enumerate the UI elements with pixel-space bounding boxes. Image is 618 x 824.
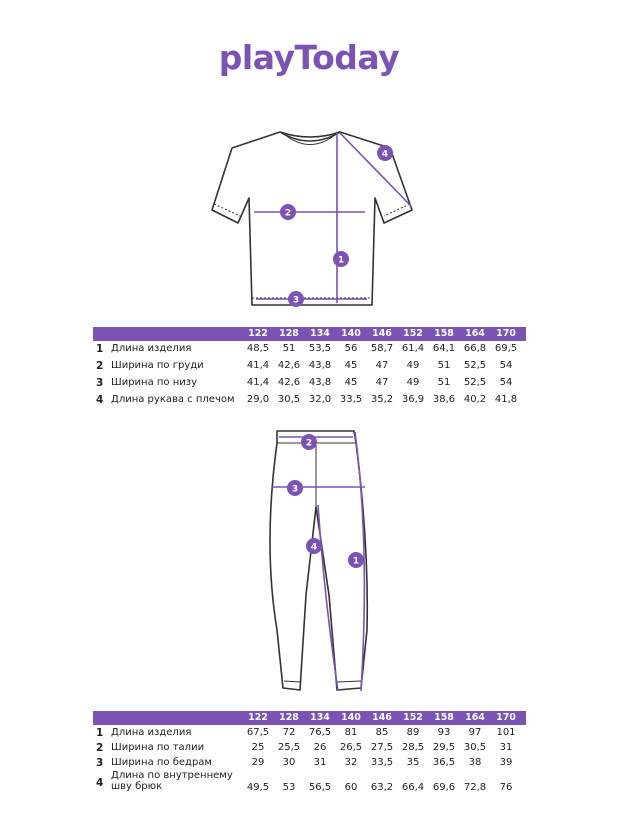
row-label: Ширина по груди (111, 360, 204, 371)
cell: 52,5 (463, 360, 487, 371)
size-col: 140 (341, 712, 361, 723)
tshirt-table-header (93, 327, 526, 341)
cell: 53,5 (308, 343, 332, 354)
cell: 63,2 (370, 782, 394, 793)
table-row (93, 341, 526, 358)
cell: 67,5 (246, 727, 270, 738)
table-row (93, 740, 526, 755)
cell: 52,5 (463, 377, 487, 388)
cell: 51 (437, 360, 451, 371)
cell: 29 (251, 757, 265, 768)
row-number: 4 (96, 394, 104, 406)
row-label: Ширина по талии (111, 742, 205, 753)
cell: 28,5 (401, 742, 425, 753)
cell: 76,5 (308, 727, 332, 738)
size-col: 140 (341, 328, 361, 339)
pants-markers (287, 434, 364, 568)
cell: 45 (344, 360, 358, 371)
cell: 76 (499, 782, 513, 793)
cell: 97 (468, 727, 482, 738)
cell: 54 (499, 377, 513, 388)
cell: 38,6 (432, 394, 456, 405)
cell: 43,8 (308, 377, 332, 388)
row-label: Ширина по бедрам (111, 757, 212, 768)
brand-logo: playToday (218, 38, 400, 77)
cell: 41,8 (494, 394, 518, 405)
cell: 45 (344, 377, 358, 388)
cell: 38 (468, 757, 482, 768)
cell: 30,5 (277, 394, 301, 405)
size-col: 158 (434, 712, 454, 723)
cell: 36,9 (401, 394, 425, 405)
row-number: 1 (96, 343, 104, 355)
cell: 29,5 (432, 742, 456, 753)
size-col: 122 (248, 328, 268, 339)
table-row (93, 755, 526, 770)
cell: 93 (437, 727, 451, 738)
cell: 53 (282, 782, 296, 793)
size-col: 146 (372, 328, 392, 339)
row-number: 4 (96, 777, 104, 789)
cell: 49 (406, 377, 420, 388)
cell: 35,2 (370, 394, 394, 405)
row-label: Длина изделия (111, 727, 192, 738)
cell: 69,5 (494, 343, 518, 354)
tshirt-size-table (93, 327, 526, 409)
cell: 48,5 (246, 343, 270, 354)
tshirt-marker-3: 3 (292, 295, 300, 306)
cell: 72,8 (463, 782, 487, 793)
cell: 40,2 (463, 394, 487, 405)
row-number: 1 (96, 727, 104, 739)
cell: 72 (282, 727, 296, 738)
cell: 56,5 (308, 782, 332, 793)
size-col: 170 (496, 712, 516, 723)
tshirt-marker-1: 1 (337, 255, 345, 266)
cell: 49,5 (246, 782, 270, 793)
cell: 42,6 (277, 360, 301, 371)
cell: 64,1 (432, 343, 456, 354)
size-col: 128 (279, 712, 299, 723)
table-row (93, 725, 526, 740)
cell: 31 (499, 742, 513, 753)
cell: 26,5 (339, 742, 363, 753)
cell: 26 (313, 742, 327, 753)
cell: 81 (344, 727, 358, 738)
cell: 51 (282, 343, 296, 354)
table-row (93, 375, 526, 392)
cell: 51 (437, 377, 451, 388)
cell: 39 (499, 757, 513, 768)
cell: 58,7 (370, 343, 394, 354)
cell: 36,5 (432, 757, 456, 768)
pants-diagram (250, 425, 380, 700)
cell: 66,4 (401, 782, 425, 793)
cell: 35 (406, 757, 420, 768)
pants-marker-4: 4 (310, 542, 318, 553)
size-col: 152 (403, 328, 423, 339)
cell: 61,4 (401, 343, 425, 354)
size-col: 152 (403, 712, 423, 723)
pants-marker-2: 2 (305, 438, 313, 449)
cell: 25,5 (277, 742, 301, 753)
pants-marker-3: 3 (291, 484, 299, 495)
cell: 47 (375, 360, 389, 371)
cell: 66,8 (463, 343, 487, 354)
cell: 43,8 (308, 360, 332, 371)
cell: 30 (282, 757, 296, 768)
row-label: Длина изделия (111, 343, 192, 354)
table-row (93, 392, 526, 409)
cell: 42,6 (277, 377, 301, 388)
cell: 56 (344, 343, 358, 354)
size-col: 122 (248, 712, 268, 723)
row-label: Длина по внутреннему шву брюк (111, 770, 233, 792)
tshirt-diagram (200, 120, 430, 315)
size-col: 134 (310, 328, 330, 339)
cell: 41,4 (246, 360, 270, 371)
cell: 29,0 (246, 394, 270, 405)
pants-size-table (93, 711, 526, 796)
size-col: 170 (496, 328, 516, 339)
row-number: 3 (96, 377, 104, 389)
cell: 33,5 (339, 394, 363, 405)
size-col: 128 (279, 328, 299, 339)
table-row (93, 770, 526, 796)
size-col: 146 (372, 712, 392, 723)
tshirt-marker-4: 4 (381, 149, 389, 160)
cell: 49 (406, 360, 420, 371)
cell: 25 (251, 742, 265, 753)
row-number: 3 (96, 757, 104, 769)
cell: 31 (313, 757, 327, 768)
row-label: Ширина по низу (111, 377, 197, 388)
cell: 69,6 (432, 782, 456, 793)
row-number: 2 (96, 742, 104, 754)
cell: 41,4 (246, 377, 270, 388)
cell: 85 (375, 727, 389, 738)
cell: 33,5 (370, 757, 394, 768)
cell: 32,0 (308, 394, 332, 405)
cell: 60 (344, 782, 358, 793)
row-label: Длина рукава с плечом (111, 394, 235, 405)
table-row (93, 358, 526, 375)
cell: 89 (406, 727, 420, 738)
size-col: 164 (465, 712, 485, 723)
cell: 54 (499, 360, 513, 371)
cell: 101 (496, 727, 516, 738)
size-col: 158 (434, 328, 454, 339)
pants-table-header (93, 711, 526, 725)
tshirt-marker-2: 2 (284, 208, 292, 219)
cell: 32 (344, 757, 358, 768)
pants-marker-1: 1 (352, 556, 360, 567)
cell: 27,5 (370, 742, 394, 753)
size-col: 134 (310, 712, 330, 723)
cell: 30,5 (463, 742, 487, 753)
size-col: 164 (465, 328, 485, 339)
cell: 47 (375, 377, 389, 388)
row-number: 2 (96, 360, 104, 372)
